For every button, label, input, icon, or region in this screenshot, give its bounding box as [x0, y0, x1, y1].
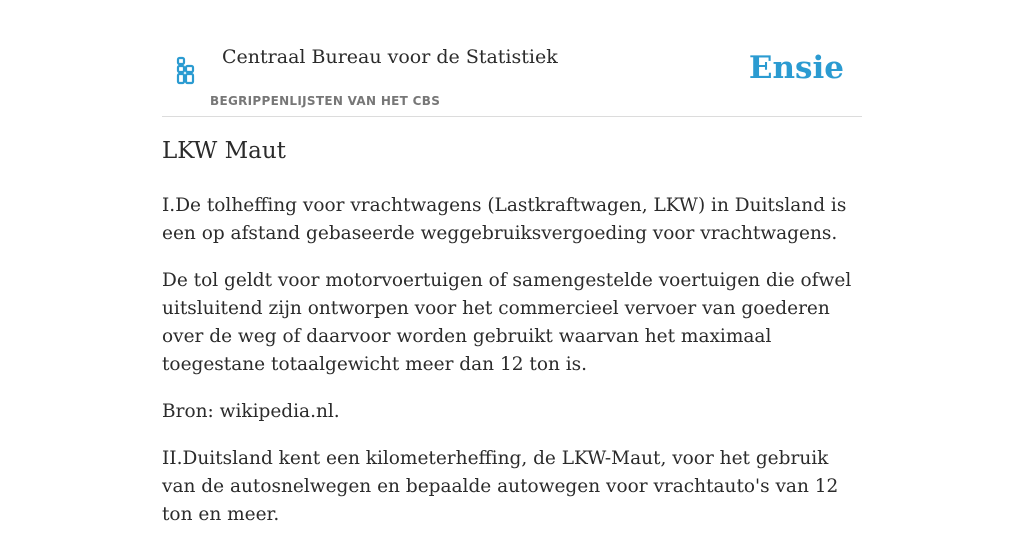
definition-paragraph-2: De tol geldt voor motorvoertuigen of samengestelde voertuigen die ofwel uitsluitend zijn ontworpen voor het commercieel vervoer van goederen over de weg of daarvoor worden gebruikt waarvan het maximaal toegestane totaalgewicht meer dan 12 ton is. [162, 270, 852, 375]
page-container [162, 0, 862, 525]
source-line: Bron: wikipedia.nl. [162, 401, 340, 422]
cbs-logo-icon[interactable] [176, 56, 196, 86]
dictionary-subtitle[interactable]: BEGRIPPENLIJSTEN VAN HET CBS [210, 94, 441, 108]
definition-content [162, 192, 862, 548]
ensie-brand-logo[interactable]: Ensie [748, 50, 844, 86]
org-name[interactable]: Centraal Bureau voor de Statistiek [222, 46, 558, 68]
term-title: LKW Maut [162, 138, 286, 164]
header [162, 0, 862, 117]
definition-paragraph-3: II.Duitsland kent een kilometerheffing, de LKW-Maut, voor het gebruik van de autosnelwegen en bepaalde autowegen voor vrachtauto's van 12 ton en meer. [162, 448, 839, 525]
definition-paragraph-1: I.De tolheffing voor vrachtwagens (Lastkraftwagen, LKW) in Duitsland is een op afstand gebaseerde weggebruiksvergoeding voor vrachtwagens. [162, 195, 847, 244]
